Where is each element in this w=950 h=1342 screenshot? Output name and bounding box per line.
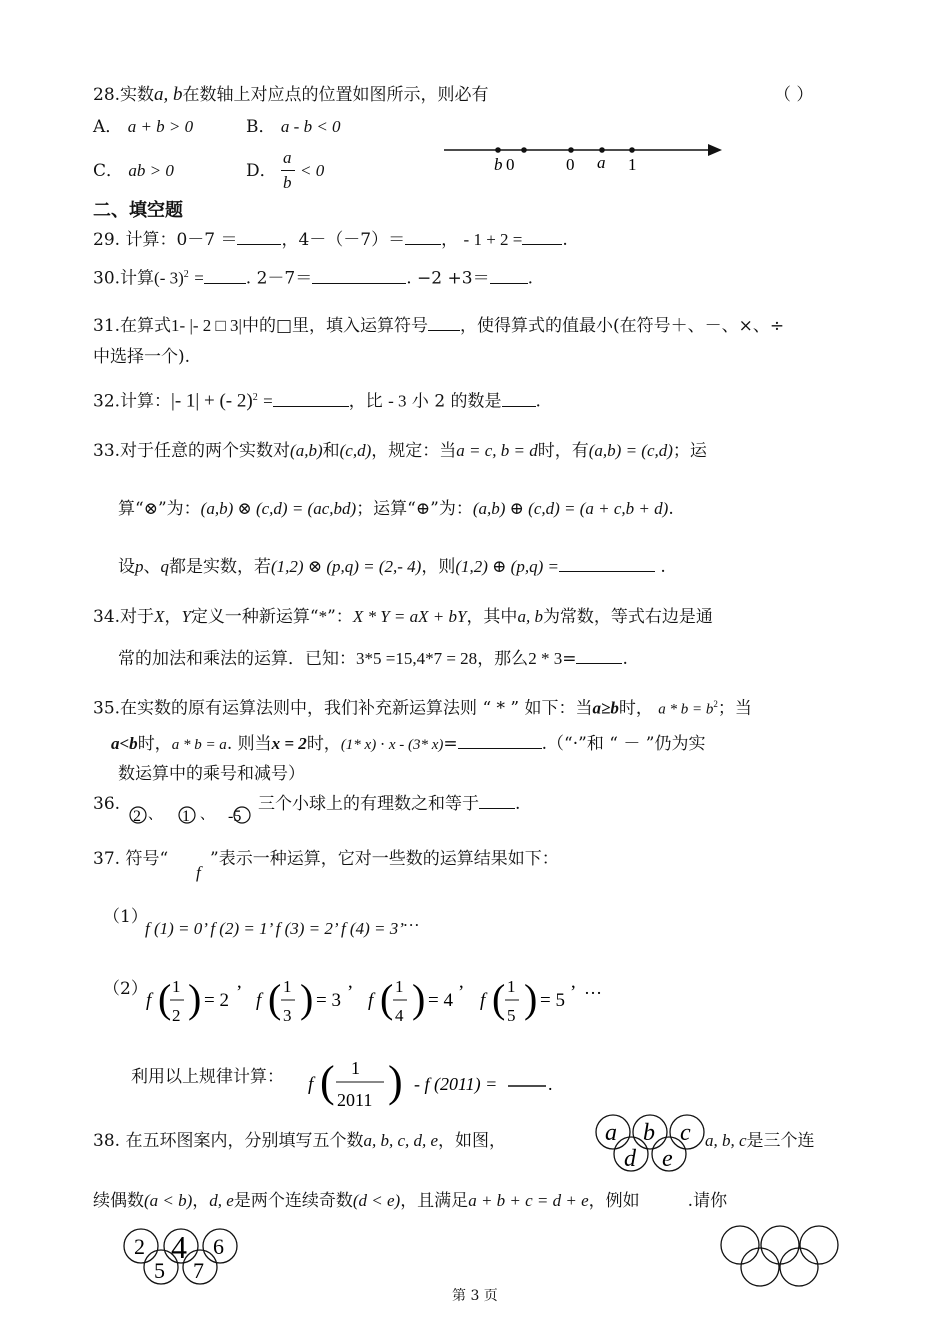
- svg-text:2011: 2011: [337, 1090, 373, 1110]
- q37-line3: 利用以上规律计算：: [131, 1067, 284, 1087]
- q28-option-c[interactable]: C． ab > 0: [93, 161, 174, 181]
- q37-line1b: ”表示一种运算，它对一些数的运算结果如下：: [210, 849, 559, 869]
- q37-final-expression: [302, 1050, 567, 1116]
- q34-line1: 34.对于X，Y定义一种新运算“*”：X * Y = aX + bY，其中a, b为常数，等式右边是通: [93, 607, 713, 627]
- q37-part2-label: （2）: [103, 979, 148, 999]
- svg-text:(: (: [268, 976, 282, 1021]
- svg-text:5: 5: [507, 1006, 516, 1025]
- number-line: [440, 138, 730, 178]
- q36-balls: [124, 800, 264, 830]
- ball-value: -5: [228, 808, 242, 825]
- svg-text:’: ’: [236, 982, 243, 1003]
- q38-example-rings: [120, 1226, 244, 1288]
- section-title: 二、填空题: [93, 200, 183, 221]
- svg-text:’: ’: [458, 982, 465, 1003]
- svg-text:f: f: [256, 990, 262, 1011]
- svg-text:1: 1: [395, 977, 404, 996]
- q28-stem: 28.实数a, b在数轴上对应点的位置如图所示，则必有: [93, 84, 489, 105]
- svg-text:’: ’: [347, 982, 354, 1003]
- svg-text:7: 7: [193, 1258, 204, 1283]
- axis-point: [521, 147, 527, 153]
- svg-text:e: e: [662, 1146, 673, 1172]
- q28-option-d-denominator: b: [283, 173, 292, 192]
- q34-line2: 常的加法和乘法的运算．已知：3*5 =15,4*7 = 28，那么2 * 3= .: [118, 649, 628, 669]
- svg-text:f: f: [368, 990, 374, 1011]
- svg-text:1: 1: [507, 977, 516, 996]
- q36-text: 三个小球上的有理数之和等于 .: [258, 794, 521, 814]
- q36-label: 36.: [93, 794, 121, 814]
- svg-text:4: 4: [395, 1006, 404, 1025]
- answer-blank[interactable]: [458, 734, 542, 749]
- axis-point: [568, 147, 574, 153]
- answer-blank[interactable]: [479, 794, 515, 809]
- q28-option-b[interactable]: B． a - b < 0: [246, 117, 341, 137]
- answer-blank[interactable]: [490, 269, 528, 284]
- q29: 29. 计算：0－7 ＝ ，4－（－7）＝ ， - 1 + 2 = .: [93, 230, 568, 250]
- answer-blank[interactable]: [273, 392, 349, 407]
- answer-blank[interactable]: [502, 392, 536, 407]
- q33-line1: 33.对于任意的两个实数对(a,b)和(c,d)，规定：当a = c, b = d时，有(a,b) = (c,d)；运: [93, 441, 707, 461]
- svg-text:1: 1: [172, 977, 181, 996]
- axis-label-a: a: [597, 153, 606, 172]
- answer-blank[interactable]: [428, 316, 460, 331]
- svg-text:2: 2: [172, 1006, 181, 1025]
- q38-empty-rings[interactable]: [718, 1224, 842, 1288]
- q38-five-rings-labeled: [593, 1112, 711, 1176]
- svg-text:= 3: = 3: [316, 990, 341, 1011]
- axis-point: [629, 147, 635, 153]
- axis-label-1: 1: [628, 155, 637, 174]
- svg-text:b: b: [643, 1120, 655, 1146]
- svg-text:= 2: = 2: [204, 990, 229, 1011]
- svg-text:4: 4: [171, 1229, 187, 1265]
- q35-line3: 数运算中的乘号和减号）: [118, 764, 305, 784]
- svg-text:= 4: = 4: [428, 990, 453, 1011]
- svg-text:f: f: [308, 1074, 314, 1095]
- svg-text:…: …: [584, 978, 602, 998]
- q35-line1: 35.在实数的原有运算法则中，我们补充新运算法则 “ * ” 如下：当a≥b时， $a * b = b^2$；当: [93, 698, 752, 719]
- axis-label-b: b: [494, 155, 503, 174]
- answer-blank[interactable]: [522, 230, 562, 245]
- q28-option-d-numerator: a: [283, 148, 292, 167]
- q28-option-a[interactable]: A． a + b > 0: [93, 117, 194, 137]
- svg-text:’: ’: [570, 982, 577, 1003]
- fraction-bar: [281, 170, 295, 171]
- svg-text:1: 1: [351, 1058, 360, 1078]
- svg-text:- f (2011) =: - f (2011) =: [414, 1074, 498, 1094]
- svg-text:(: (: [380, 976, 394, 1021]
- answer-blank[interactable]: [559, 557, 655, 572]
- svg-text:(: (: [492, 976, 506, 1021]
- svg-text:): ): [300, 976, 314, 1021]
- q32: 32.计算：|- 1| + (- 2)$^2$ = ，比 - 3 小 2 的数是 .: [93, 390, 541, 412]
- axis-label-0b: 0: [566, 155, 575, 174]
- answer-blank[interactable]: [312, 269, 406, 284]
- svg-text:= 5: = 5: [540, 990, 565, 1011]
- svg-text:6: 6: [213, 1234, 224, 1259]
- q37-f-symbol: f: [196, 863, 201, 882]
- svg-text:2: 2: [134, 1234, 145, 1259]
- answer-blank[interactable]: [576, 649, 622, 664]
- svg-text:1: 1: [283, 977, 292, 996]
- svg-text:(: (: [158, 976, 172, 1021]
- page-number: 第 3 页: [452, 1288, 498, 1304]
- separator: 、: [148, 808, 162, 823]
- answer-blank[interactable]: [405, 230, 441, 245]
- svg-text:5: 5: [154, 1258, 165, 1283]
- arrow-icon: [708, 144, 722, 156]
- ball-value: 2: [133, 808, 141, 825]
- svg-text:): ): [524, 976, 538, 1021]
- svg-text:): ): [412, 976, 426, 1021]
- answer-blank[interactable]: [237, 230, 281, 245]
- axis-label-0a: 0: [506, 155, 515, 174]
- q37-part2: [140, 968, 620, 1032]
- q37-part1-label: （1）: [103, 907, 148, 927]
- svg-text:f: f: [146, 990, 152, 1011]
- q33-line3: 设p、q都是实数，若(1,2) ⊗ (p,q) = (2,- 4)，则(1,2) ⊕ (p,q) = .: [118, 557, 666, 577]
- q38-line1b: a, b, c是三个连: [705, 1131, 815, 1151]
- svg-text:d: d: [624, 1146, 636, 1172]
- svg-text:): ): [188, 976, 202, 1021]
- svg-text:f: f: [480, 990, 486, 1011]
- q28-option-d[interactable]: D．: [246, 161, 277, 181]
- q37-part1: f (1) = 0’ f (2) = 1’ f (3) = 2’ f (4) = 3’…: [145, 911, 420, 938]
- svg-text:): ): [388, 1057, 403, 1106]
- q28-answer-paren: （ ）: [774, 85, 814, 105]
- q30: 30.计算(- 3)$^2$ = . 2－7＝ . −2 +3＝ .: [93, 268, 533, 289]
- svg-text:(: (: [320, 1057, 335, 1106]
- svg-text:a: a: [605, 1120, 617, 1146]
- q28-option-d-rest: < 0: [300, 161, 325, 180]
- separator: 、: [200, 808, 214, 823]
- axis-point: [495, 147, 501, 153]
- q38-line2: 续偶数(a < b)，d, e是两个连续奇数(d < e)，且满足a + b + c = d + e，例如 .请你: [93, 1191, 728, 1211]
- q37-line1: 37. 符号“: [93, 849, 169, 869]
- svg-text:3: 3: [283, 1006, 292, 1025]
- ball-value: 1: [182, 808, 190, 825]
- svg-text:.: .: [548, 1074, 553, 1094]
- q33-line2: 算“⊗”为：(a,b) ⊗ (c,d) = (ac,bd)；运算“⊕”为：(a,b) ⊕ (c,d) = (a + c,b + d).: [118, 499, 674, 519]
- q31-line1: 31.在算式1- |- 2 □ 3|中的□里，填入运算符号 ，使得算式的值最小(在符号＋、－、×、÷: [93, 316, 785, 336]
- q38-line1: 38. 在五环图案内，分别填写五个数a, b, c, d, e，如图，: [93, 1131, 507, 1151]
- axis-point: [599, 147, 605, 153]
- q31-line2: 中选择一个).: [93, 347, 191, 367]
- svg-text:c: c: [680, 1120, 691, 1146]
- answer-blank[interactable]: [204, 269, 246, 284]
- q35-line2: a<b时，a * b = a. 则当x = 2时，(1* x) ⋅ x - (3* x)= .（“·”和 “ － ”仍为实: [111, 734, 706, 754]
